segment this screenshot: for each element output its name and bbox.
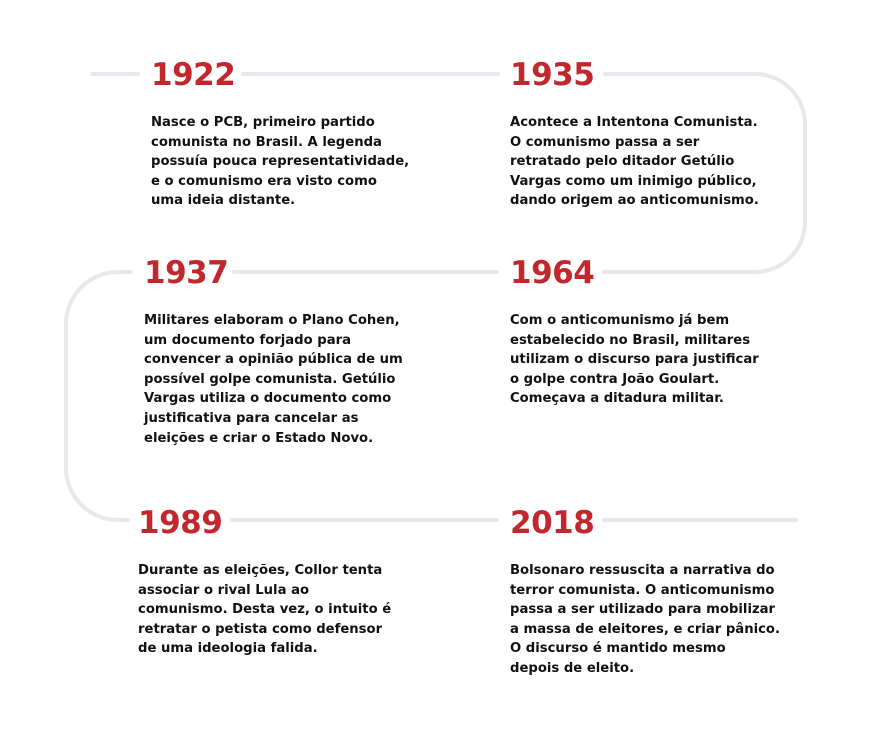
event-1989 xyxy=(138,506,391,659)
event-2018 xyxy=(510,506,780,679)
event-description: Durante as eleições, Collor tenta associar o rival Lula ao comunismo. Desta vez, o intuito é retratar o petista como defensor de uma ideologia falida. xyxy=(138,563,392,657)
event-description: Acontece a Intentona Comunista. O comunismo passa a ser retratado pelo ditador Getúlio Vargas como um inimigo público, dando origem ao anticomunismo. xyxy=(510,115,759,209)
event-description: Com o anticomunismo já bem estabelecido no Brasil, militares utilizam o discurso para justificar o golpe contra João Goulart. Começava a ditadura militar. xyxy=(510,313,759,407)
event-description: Bolsonaro ressuscita a narrativa do terror comunista. O anticomunismo passa a ser utilizado para mobilizar a massa de eleitores, e criar pânico. O discurso é mantido mesmo depois de eleito. xyxy=(510,563,780,676)
event-year: 1964 xyxy=(510,255,595,291)
event-year: 1937 xyxy=(144,255,229,291)
event-year: 1935 xyxy=(510,57,595,93)
event-1937 xyxy=(144,256,403,448)
event-description: Militares elaboram o Plano Cohen, um documento forjado para convencer a opinião pública de um possível golpe comunista. Getúlio Vargas utiliza o documento como justificativa para cancelar as eleições e criar o Estado Novo. xyxy=(144,313,403,446)
event-description: Nasce o PCB, primeiro partido comunista no Brasil. A legenda possuía pouca representatividade, e o comunismo era visto como uma ideia distante. xyxy=(151,115,410,209)
event-1922 xyxy=(151,58,409,211)
event-year: 1922 xyxy=(151,57,236,93)
event-year: 1989 xyxy=(138,505,223,541)
event-1964 xyxy=(510,256,759,409)
event-1935 xyxy=(510,58,759,211)
event-year: 2018 xyxy=(510,505,595,541)
connector-curve-left xyxy=(66,272,130,520)
